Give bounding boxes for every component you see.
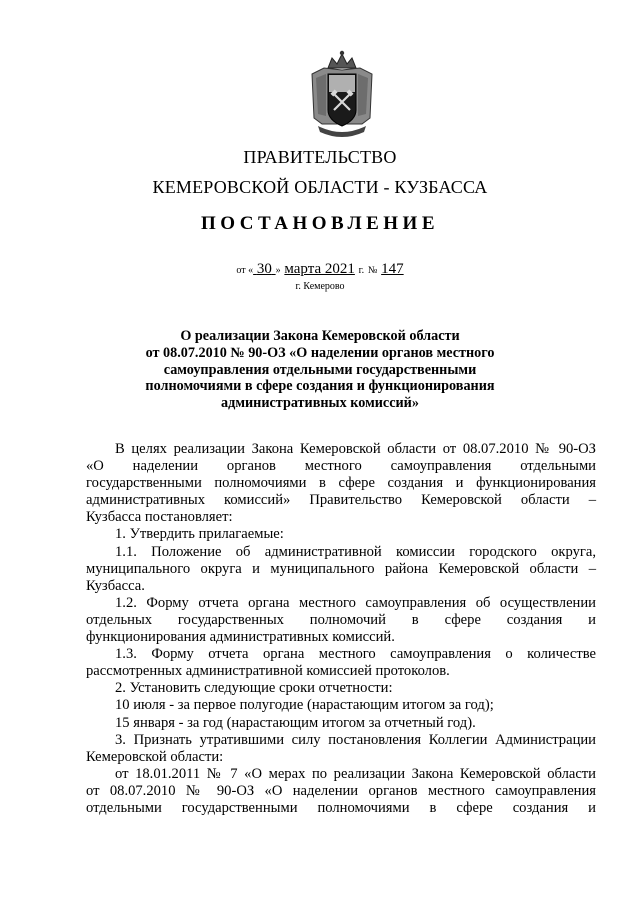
body-line: отдельными государственными полномочиями в сфере создания и	[86, 799, 596, 816]
body-line: 10 июля - за первое полугодие (нарастающим итогом за год);	[115, 697, 494, 714]
subject-line: самоуправления отдельными государственными	[163, 361, 477, 378]
body-line: от 18.01.2011 № 7 «О мерах по реализации Закона Кемеровской области	[115, 765, 596, 782]
body-line: государственными полномочиями в сфере создания и функционирования	[86, 475, 596, 492]
body-line: рассмотренных административной комиссией протоколов.	[86, 663, 450, 680]
date-year-suffix: г.	[358, 265, 365, 276]
date-quote-close: »	[275, 265, 281, 276]
body-line: «О наделении органов местного самоуправления отдельными	[86, 458, 596, 475]
subject-line: административных комиссий»	[221, 395, 419, 412]
body-line: административных комиссий» Правительство Кемеровской области –	[86, 492, 596, 509]
body-line: функционирования административных комиссий.	[86, 629, 395, 646]
body-line: 3. Признать утратившими силу постановления Коллегии Администрации	[115, 731, 596, 748]
subject-line: полномочиями в сфере создания и функционирования	[145, 378, 495, 395]
body-line: Кузбасса.	[86, 577, 145, 594]
government-name-line2: КЕМЕРОВСКОЙ ОБЛАСТИ - КУЗБАССА	[152, 177, 488, 197]
date-number-line	[0, 261, 640, 278]
government-name-line1: ПРАВИТЕЛЬСТВО	[243, 147, 397, 167]
date-month-year: марта 2021	[284, 261, 355, 277]
body-line: Кемеровской области:	[86, 748, 224, 765]
body-line: Кузбасса постановляет:	[86, 509, 233, 526]
body-line: 1.2. Форму отчета органа местного самоуправления об осуществлении	[115, 594, 596, 611]
city: г. Кемерово	[295, 281, 345, 292]
document-body	[86, 441, 596, 817]
subject-line: от 08.07.2010 № 90-ОЗ «О наделении органов местного	[145, 344, 495, 361]
body-line: 15 января - за год (нарастающим итогом за отчетный год).	[115, 714, 476, 731]
document-number: 147	[381, 261, 404, 277]
document-type-title: ПОСТАНОВЛЕНИЕ	[200, 213, 440, 234]
date-day: 30	[256, 261, 272, 277]
document-subject	[130, 328, 510, 412]
date-prefix: от «	[236, 265, 254, 276]
kemerovo-coat-of-arms-icon	[304, 48, 380, 140]
body-line: муниципального округа и муниципального района Кемеровской области –	[86, 560, 596, 577]
body-line: 1.3. Форму отчета органа местного самоуправления о количестве	[115, 646, 596, 663]
body-line: от 08.07.2010 № 90-ОЗ «О наделении органов местного самоуправления	[86, 782, 596, 799]
body-line: отдельных государственных полномочий в сфере создания и	[86, 611, 596, 628]
body-line: 1. Утвердить прилагаемые:	[115, 526, 284, 543]
subject-line: О реализации Закона Кемеровской области	[180, 328, 460, 344]
body-line: В целях реализации Закона Кемеровской области от 08.07.2010 № 90-ОЗ	[115, 441, 596, 457]
body-line: 2. Установить следующие сроки отчетности:	[115, 680, 393, 697]
body-line: 1.1. Положение об административной комиссии городского округа,	[115, 543, 596, 560]
number-label: №	[367, 265, 378, 276]
